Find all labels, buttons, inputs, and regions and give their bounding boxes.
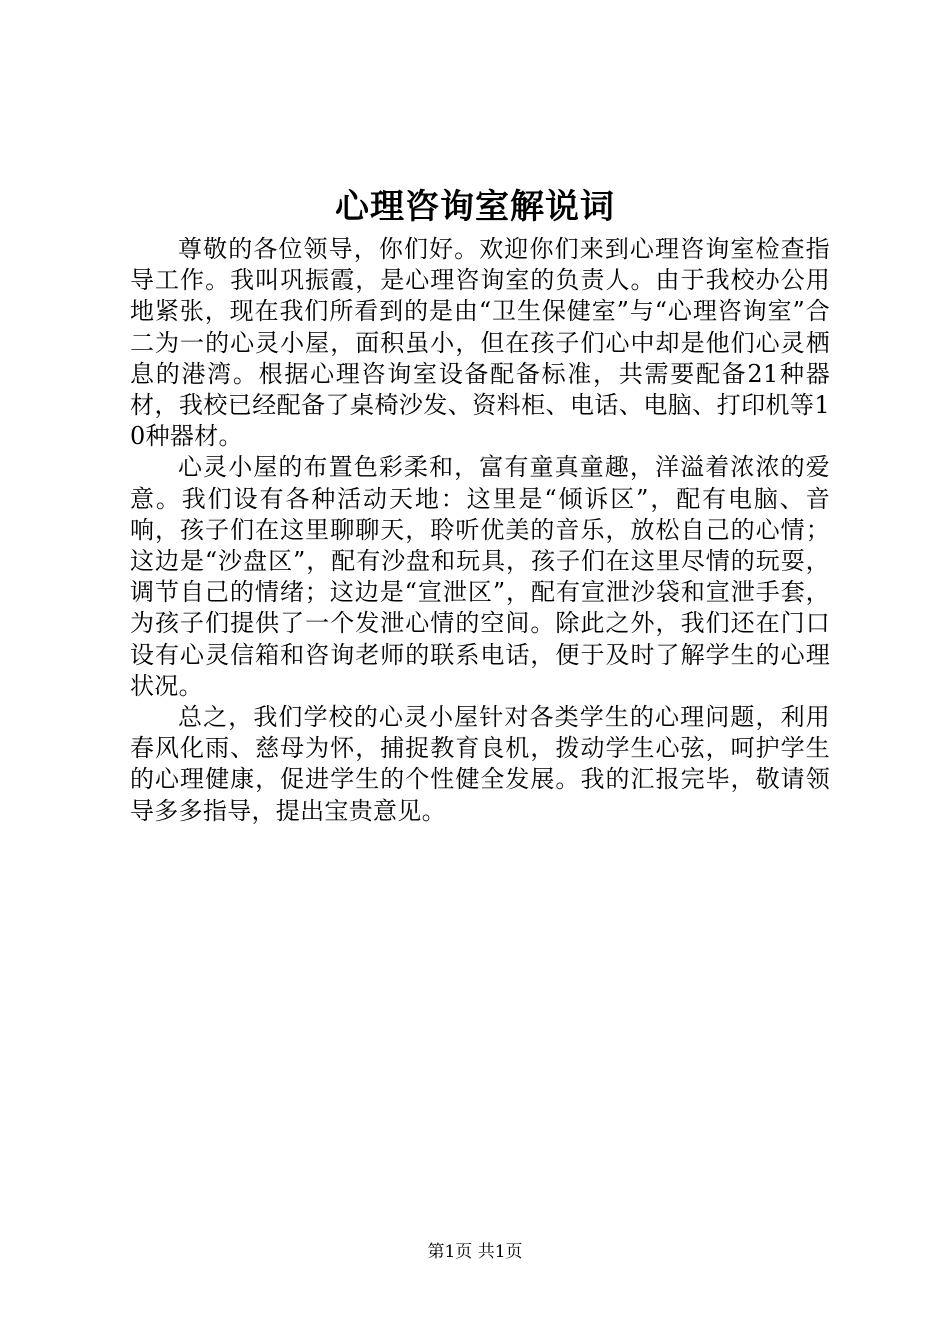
paragraph-layout: 心灵小屋的布置色彩柔和，富有童真童趣，洋溢着浓浓的爱意。我们设有各种活动天地：这里是“倾诉区”，配有电脑、音响，孩子们在这里聊聊天，聆听优美的音乐，放松自己的心情；这边是“沙盘区”，配有沙盘和玩具，孩子们在这里尽情的玩耍，调节自己的情绪；这边是“宣泄区”，配有宣泄沙袋和宣泄手套，为孩子们提供了一个发泄心情的空间。除此之外，我们还在门口设有心灵信箱和咨询老师的联系电话，便于及时了解学生的心理状况。 (130, 453, 830, 700)
page-footer: 第1页 共1页 (427, 1242, 523, 1262)
paragraph-intro: 尊敬的各位领导，你们好。欢迎你们来到心理咨询室检查指导工作。我叫巩振霞，是心理咨询室的负责人。由于我校办公用地紧张，现在我们所看到的是由“卫生保健室”与“心理咨询室”合二为一的心灵小屋，面积虽小，但在孩子们心中却是他们心灵栖息的港湾。根据心理咨询室设备配备标准，共需要配备21种器材，我校已经配备了桌椅沙发、资料柜、电话、电脑、打印机等10种器材。 (130, 235, 830, 451)
document-title: 心理咨询室解说词 (335, 187, 615, 227)
paragraph-conclusion: 总之，我们学校的心灵小屋针对各类学生的心理问题，利用春风化雨、慈母为怀，捕捉教育良机，拨动学生心弦，呵护学生的心理健康，促进学生的个性健全发展。我的汇报完毕，敬请领导多多指导，提出宝贵意见。 (130, 703, 830, 825)
document-body (130, 234, 830, 827)
